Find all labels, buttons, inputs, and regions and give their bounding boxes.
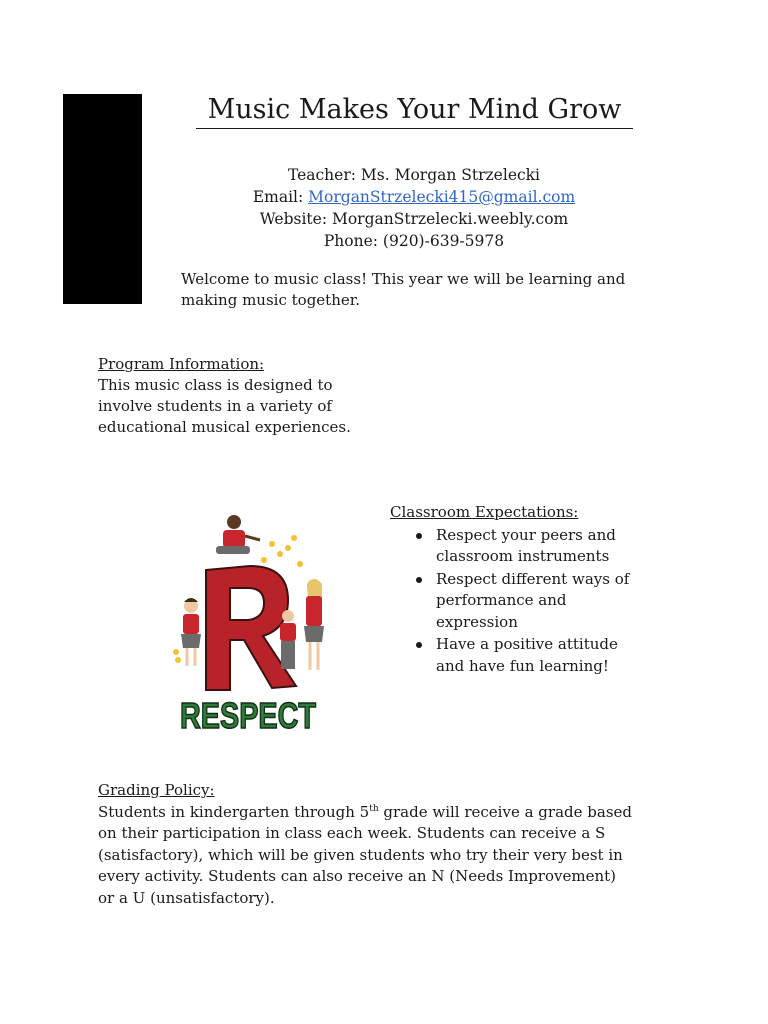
list-item-line: and have fun learning! — [436, 656, 609, 675]
respect-word: RESPECT — [180, 695, 316, 736]
phone-line: Phone: (920)-639-5978 — [323, 232, 505, 250]
respect-illustration — [168, 508, 328, 748]
program-line-2: involve students in a variety of — [98, 397, 332, 415]
expectations-list — [390, 525, 690, 678]
email-link[interactable]: MorganStrzelecki415@gmail.com — [308, 188, 576, 206]
list-item-line: Respect different ways of — [436, 569, 630, 588]
teacher-line: Teacher: Ms. Morgan Strzelecki — [287, 166, 541, 184]
list-item-line: expression — [436, 612, 518, 631]
welcome-line-2: making music together. — [181, 291, 361, 309]
grading-text: grade will receive a grade based — [378, 802, 632, 821]
email-line — [180, 186, 648, 208]
list-item-line: performance and — [436, 591, 567, 609]
grading-line-5: or a U (unsatisfactory). — [98, 888, 275, 907]
website-line: Website: MorganStrzelecki.weebly.com — [259, 210, 569, 228]
page-title: Music Makes Your Mind Grow — [196, 93, 633, 129]
list-item — [436, 634, 690, 677]
child-figure-right — [304, 579, 324, 670]
child-figure-left — [181, 598, 201, 666]
grading-policy-section — [98, 780, 708, 909]
program-line-3: educational musical experiences. — [98, 418, 351, 436]
classroom-expectations-heading: Classroom Expectations: — [390, 503, 579, 521]
contact-block — [180, 164, 648, 252]
grading-policy-heading: Grading Policy: — [98, 781, 215, 799]
list-item — [436, 569, 690, 634]
grading-text: Students in kindergarten through 5 — [98, 802, 370, 821]
welcome-paragraph — [181, 269, 681, 311]
grading-line-2: on their participation in class each week. Students can receive a S — [98, 824, 606, 842]
grading-line-4: every activity. Students can also receive an N (Needs Improvement) — [98, 867, 616, 885]
list-item — [436, 525, 690, 568]
list-item-line: classroom instruments — [436, 547, 610, 565]
classroom-expectations-section — [390, 502, 690, 678]
child-figure-top — [216, 515, 260, 554]
program-information-heading: Program Information: — [98, 355, 265, 373]
list-item-line: Have a positive attitude — [436, 635, 618, 653]
program-information-section — [98, 354, 398, 438]
list-item-line: Respect your peers and — [436, 525, 616, 544]
program-line-1: This music class is designed to — [98, 376, 333, 394]
email-label: Email: — [252, 188, 309, 206]
grading-line-3: (satisfactory), which will be given students who try their very best in — [98, 845, 623, 864]
welcome-line-1: Welcome to music class! This year we will be learning and — [181, 270, 626, 288]
decorative-black-bar — [63, 94, 142, 304]
ordinal-superscript: th — [369, 803, 379, 814]
grading-line-1 — [98, 802, 708, 824]
